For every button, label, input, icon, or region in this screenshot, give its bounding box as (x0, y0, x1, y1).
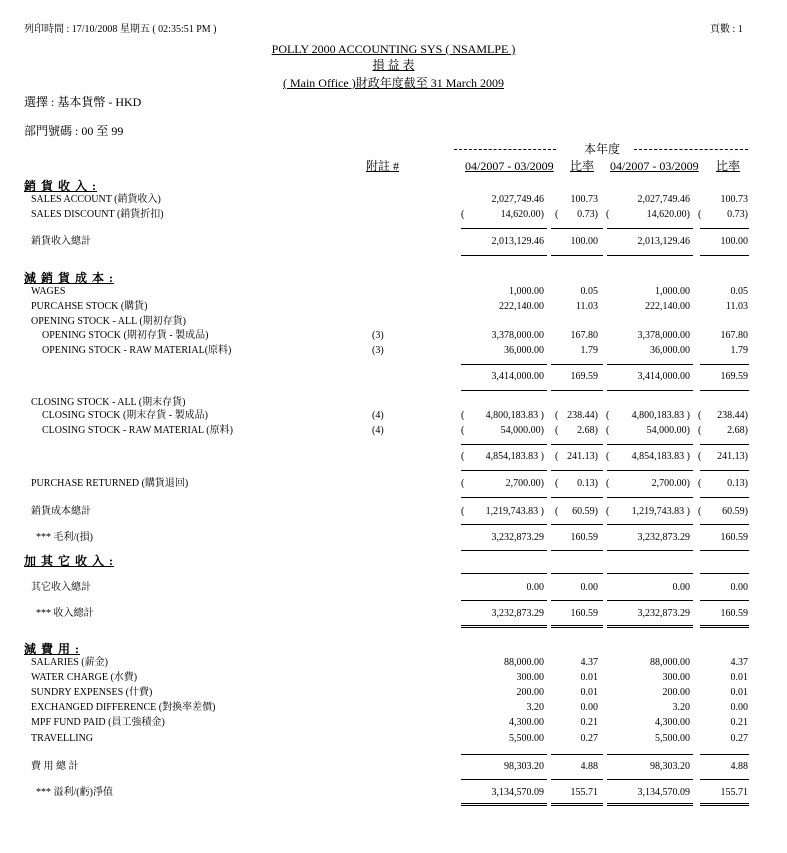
row-value-period2: 3,378,000.00 (637, 330, 690, 341)
row-value-period2: 3,232,873.29 (637, 608, 690, 619)
row-label: WAGES (31, 286, 66, 297)
negative-paren: ( (606, 425, 610, 436)
row-value-period1: 5,500.00 (509, 733, 544, 744)
rule-line (461, 524, 547, 525)
row-ratio-period2: 0.21 (730, 717, 748, 728)
row-label: *** 溢利/(虧)淨值 (36, 787, 113, 798)
section-other-income: 加 其 它 收 入 : (24, 554, 114, 568)
row-ratio-period1: 4.88 (580, 761, 598, 772)
rule-line (551, 390, 603, 391)
rule-line (607, 754, 693, 755)
row-value-period1: 200.00 (516, 687, 544, 698)
negative-paren: ( (698, 451, 702, 462)
row-value-period2: 300.00 (662, 672, 690, 683)
row-value-period2: 3,134,570.09 (637, 787, 690, 798)
negative-paren: ( (461, 209, 465, 220)
double-rule-line (700, 625, 749, 628)
row-ratio-period2: 60.59) (722, 506, 748, 517)
currency-selection: 選擇 : 基本貨幣 - HKD (24, 95, 142, 109)
row-ratio-period2: 160.59 (720, 608, 748, 619)
ratio1-column-header: 比率 (570, 159, 595, 173)
negative-paren: ( (606, 410, 610, 421)
row-ratio-period2: 11.03 (725, 301, 748, 312)
negative-paren: ( (461, 410, 465, 421)
negative-paren: ( (461, 451, 465, 462)
row-value-period2: 3.20 (672, 702, 690, 713)
row-label: EXCHANGED DIFFERENCE (對換率差價) (31, 702, 216, 713)
row-ratio-period1: 0.00 (580, 702, 598, 713)
rule-line (461, 470, 547, 471)
row-value-period1: 4,854,183.83 ) (485, 451, 544, 462)
report-title: 損 益 表 (372, 58, 415, 72)
row-ratio-period1: 4.37 (580, 657, 598, 668)
row-ratio-period1: 0.73) (577, 209, 598, 220)
negative-paren: ( (698, 410, 702, 421)
rule-line (607, 497, 693, 498)
rule-line (551, 497, 603, 498)
negative-paren: ( (461, 506, 465, 517)
row-label: SALARIES (薪金) (31, 657, 108, 668)
rule-line (551, 444, 603, 445)
section-cost-of-sales: 減 銷 貨 成 本 : (24, 271, 114, 285)
negative-paren: ( (606, 478, 610, 489)
row-label: 費 用 總 計 (31, 761, 79, 772)
negative-paren: ( (555, 451, 559, 462)
row-value-period2: 88,000.00 (650, 657, 690, 668)
row-label: OPENING STOCK - RAW MATERIAL(原料) (42, 345, 232, 356)
group-header: 本年度 (584, 142, 621, 156)
row-note: (3) (372, 330, 384, 341)
rule-line (607, 228, 693, 229)
negative-paren: ( (698, 506, 702, 517)
row-value-period1: 1,219,743.83 ) (485, 506, 544, 517)
rule-line (700, 255, 749, 256)
company-name: POLLY 2000 ACCOUNTING SYS ( NSAMLPE ) (271, 42, 516, 56)
row-value-period2: 98,303.20 (650, 761, 690, 772)
double-rule-line (551, 625, 603, 628)
row-value-period1: 300.00 (516, 672, 544, 683)
row-ratio-period1: 167.80 (570, 330, 598, 341)
negative-paren: ( (461, 425, 465, 436)
rule-line (607, 524, 693, 525)
row-value-period1: 3,134,570.09 (491, 787, 544, 798)
rule-line (607, 470, 693, 471)
row-value-period2: 1,000.00 (655, 286, 690, 297)
row-value-period2: 14,620.00) (646, 209, 690, 220)
row-ratio-period1: 60.59) (572, 506, 598, 517)
row-ratio-period2: 169.59 (720, 371, 748, 382)
rule-line (551, 228, 603, 229)
rule-line (461, 364, 547, 365)
row-note: (4) (372, 410, 384, 421)
row-ratio-period1: 1.79 (580, 345, 598, 356)
row-value-period2: 4,300.00 (655, 717, 690, 728)
rule-line (607, 444, 693, 445)
rule-line (461, 228, 547, 229)
row-ratio-period2: 241.13) (717, 451, 748, 462)
negative-paren: ( (606, 209, 610, 220)
page-number: 頁數 : 1 (710, 24, 743, 35)
row-value-period2: 4,800,183.83 ) (631, 410, 690, 421)
rule-line (551, 550, 603, 551)
rule-line (607, 364, 693, 365)
row-ratio-period2: 1.79 (730, 345, 748, 356)
group-rule-left (454, 149, 556, 150)
row-label: OPENING STOCK - ALL (期初存貨) (31, 316, 186, 327)
row-value-period1: 54,000.00) (500, 425, 544, 436)
row-value-period2: 3,232,873.29 (637, 532, 690, 543)
row-value-period2: 5,500.00 (655, 733, 690, 744)
row-label: SALES DISCOUNT (銷貨折扣) (31, 209, 164, 220)
row-value-period2: 2,013,129.46 (637, 236, 690, 247)
negative-paren: ( (698, 478, 702, 489)
row-ratio-period1: 0.05 (580, 286, 598, 297)
row-value-period2: 200.00 (662, 687, 690, 698)
rule-line (461, 255, 547, 256)
rule-line (700, 550, 749, 551)
row-ratio-period1: 2.68) (577, 425, 598, 436)
group-rule-right (634, 149, 748, 150)
row-value-period2: 36,000.00 (650, 345, 690, 356)
row-value-period2: 2,027,749.46 (637, 194, 690, 205)
row-ratio-period2: 0.01 (730, 687, 748, 698)
row-ratio-period1: 100.73 (570, 194, 598, 205)
rule-line (700, 779, 749, 780)
row-ratio-period2: 4.37 (730, 657, 748, 668)
row-ratio-period1: 0.27 (580, 733, 598, 744)
double-rule-line (461, 803, 547, 806)
rule-line (700, 444, 749, 445)
rule-line (607, 573, 693, 574)
row-ratio-period2: 167.80 (720, 330, 748, 341)
row-value-period1: 4,300.00 (509, 717, 544, 728)
row-value-period1: 222,140.00 (499, 301, 544, 312)
rule-line (461, 444, 547, 445)
rule-line (551, 600, 603, 601)
row-ratio-period1: 238.44) (567, 410, 598, 421)
rule-line (700, 600, 749, 601)
double-rule-line (607, 625, 693, 628)
negative-paren: ( (606, 451, 610, 462)
negative-paren: ( (606, 506, 610, 517)
row-label: MPF FUND PAID (員工強積金) (31, 717, 165, 728)
row-label: 銷貨收入總計 (31, 236, 91, 247)
row-value-period2: 3,414,000.00 (637, 371, 690, 382)
rule-line (461, 600, 547, 601)
double-rule-line (551, 803, 603, 806)
double-rule-line (607, 803, 693, 806)
row-value-period1: 2,027,749.46 (491, 194, 544, 205)
row-ratio-period1: 100.00 (570, 236, 598, 247)
row-ratio-period2: 0.01 (730, 672, 748, 683)
row-label: 銷貨成本總計 (31, 506, 91, 517)
row-ratio-period2: 100.73 (720, 194, 748, 205)
row-note: (4) (372, 425, 384, 436)
row-value-period1: 0.00 (526, 582, 544, 593)
negative-paren: ( (698, 209, 702, 220)
row-ratio-period1: 169.59 (570, 371, 598, 382)
rule-line (700, 390, 749, 391)
row-value-period1: 3.20 (526, 702, 544, 713)
row-label: WATER CHARGE (水費) (31, 672, 138, 683)
row-label: SUNDRY EXPENSES (什費) (31, 687, 153, 698)
negative-paren: ( (555, 478, 559, 489)
row-ratio-period1: 160.59 (570, 608, 598, 619)
row-ratio-period1: 0.01 (580, 687, 598, 698)
double-rule-line (461, 625, 547, 628)
rule-line (700, 524, 749, 525)
rule-line (551, 573, 603, 574)
negative-paren: ( (698, 425, 702, 436)
row-ratio-period2: 160.59 (720, 532, 748, 543)
negative-paren: ( (461, 478, 465, 489)
row-label: *** 毛利/(損) (36, 532, 93, 543)
row-value-period1: 3,232,873.29 (491, 608, 544, 619)
row-ratio-period2: 238.44) (717, 410, 748, 421)
row-value-period1: 1,000.00 (509, 286, 544, 297)
rule-line (700, 573, 749, 574)
row-ratio-period2: 4.88 (730, 761, 748, 772)
double-rule-line (700, 803, 749, 806)
rule-line (551, 524, 603, 525)
row-ratio-period2: 0.27 (730, 733, 748, 744)
row-label: PURCAHSE STOCK (購貨) (31, 301, 148, 312)
rule-line (461, 550, 547, 551)
rule-line (700, 364, 749, 365)
negative-paren: ( (555, 425, 559, 436)
rule-line (551, 754, 603, 755)
report-period: ( Main Office )財政年度截至 31 March 2009 (282, 76, 505, 90)
row-ratio-period2: 0.73) (727, 209, 748, 220)
rule-line (607, 779, 693, 780)
negative-paren: ( (555, 209, 559, 220)
row-value-period2: 0.00 (672, 582, 690, 593)
row-ratio-period1: 0.01 (580, 672, 598, 683)
row-value-period1: 4,800,183.83 ) (485, 410, 544, 421)
row-ratio-period1: 160.59 (570, 532, 598, 543)
rule-line (700, 497, 749, 498)
row-value-period2: 54,000.00) (646, 425, 690, 436)
print-timestamp: 列印時間 : 17/10/2008 星期五 ( 02:35:51 PM ) (24, 24, 217, 35)
section-expenses: 減 費 用 : (24, 642, 80, 656)
row-ratio-period2: 155.71 (720, 787, 748, 798)
row-value-period1: 3,414,000.00 (491, 371, 544, 382)
row-ratio-period1: 0.13) (577, 478, 598, 489)
row-value-period2: 4,854,183.83 ) (631, 451, 690, 462)
row-ratio-period2: 0.00 (730, 702, 748, 713)
negative-paren: ( (555, 506, 559, 517)
rule-line (607, 600, 693, 601)
row-value-period1: 3,232,873.29 (491, 532, 544, 543)
row-ratio-period2: 0.05 (730, 286, 748, 297)
row-value-period2: 1,219,743.83 ) (631, 506, 690, 517)
row-label: *** 收入總計 (36, 608, 94, 619)
negative-paren: ( (555, 410, 559, 421)
row-ratio-period2: 0.13) (727, 478, 748, 489)
row-ratio-period1: 0.21 (580, 717, 598, 728)
rule-line (607, 255, 693, 256)
rule-line (461, 754, 547, 755)
row-ratio-period2: 0.00 (730, 582, 748, 593)
row-label: CLOSING STOCK - ALL (期末存貨) (31, 397, 186, 408)
row-label: CLOSING STOCK (期末存貨 - 製成品) (42, 410, 208, 421)
row-label: TRAVELLING (31, 733, 94, 744)
rule-line (700, 754, 749, 755)
row-value-period2: 222,140.00 (645, 301, 690, 312)
row-ratio-period1: 155.71 (570, 787, 598, 798)
rule-line (461, 573, 547, 574)
ratio2-column-header: 比率 (716, 159, 741, 173)
note-column-header: 附註 # (366, 159, 400, 173)
period1-column-header: 04/2007 - 03/2009 (465, 159, 554, 173)
row-value-period1: 88,000.00 (504, 657, 544, 668)
row-note: (3) (372, 345, 384, 356)
row-value-period1: 98,303.20 (504, 761, 544, 772)
row-value-period1: 36,000.00 (504, 345, 544, 356)
rule-line (551, 364, 603, 365)
section-sales: 銷 貨 收 入 : (24, 179, 97, 193)
rule-line (551, 779, 603, 780)
row-ratio-period1: 11.03 (575, 301, 598, 312)
row-label: SALES ACCOUNT (銷貨收入) (31, 194, 161, 205)
row-label: 其它收入總計 (31, 582, 91, 593)
row-value-period1: 2,700.00) (505, 478, 544, 489)
period2-column-header: 04/2007 - 03/2009 (610, 159, 699, 173)
rule-line (551, 255, 603, 256)
row-ratio-period1: 241.13) (567, 451, 598, 462)
rule-line (551, 470, 603, 471)
rule-line (461, 779, 547, 780)
row-value-period1: 14,620.00) (500, 209, 544, 220)
row-label: OPENING STOCK (期初存貨 - 製成品) (42, 330, 209, 341)
row-ratio-period2: 100.00 (720, 236, 748, 247)
rule-line (461, 497, 547, 498)
department-range: 部門號碼 : 00 至 99 (24, 124, 124, 138)
rule-line (607, 550, 693, 551)
row-ratio-period2: 2.68) (727, 425, 748, 436)
rule-line (700, 228, 749, 229)
row-value-period2: 2,700.00) (651, 478, 690, 489)
rule-line (461, 390, 547, 391)
rule-line (700, 470, 749, 471)
row-value-period1: 2,013,129.46 (491, 236, 544, 247)
rule-line (607, 390, 693, 391)
row-label: PURCHASE RETURNED (購貨退回) (31, 478, 189, 489)
row-value-period1: 3,378,000.00 (491, 330, 544, 341)
row-label: CLOSING STOCK - RAW MATERIAL (原料) (42, 425, 233, 436)
row-ratio-period1: 0.00 (580, 582, 598, 593)
